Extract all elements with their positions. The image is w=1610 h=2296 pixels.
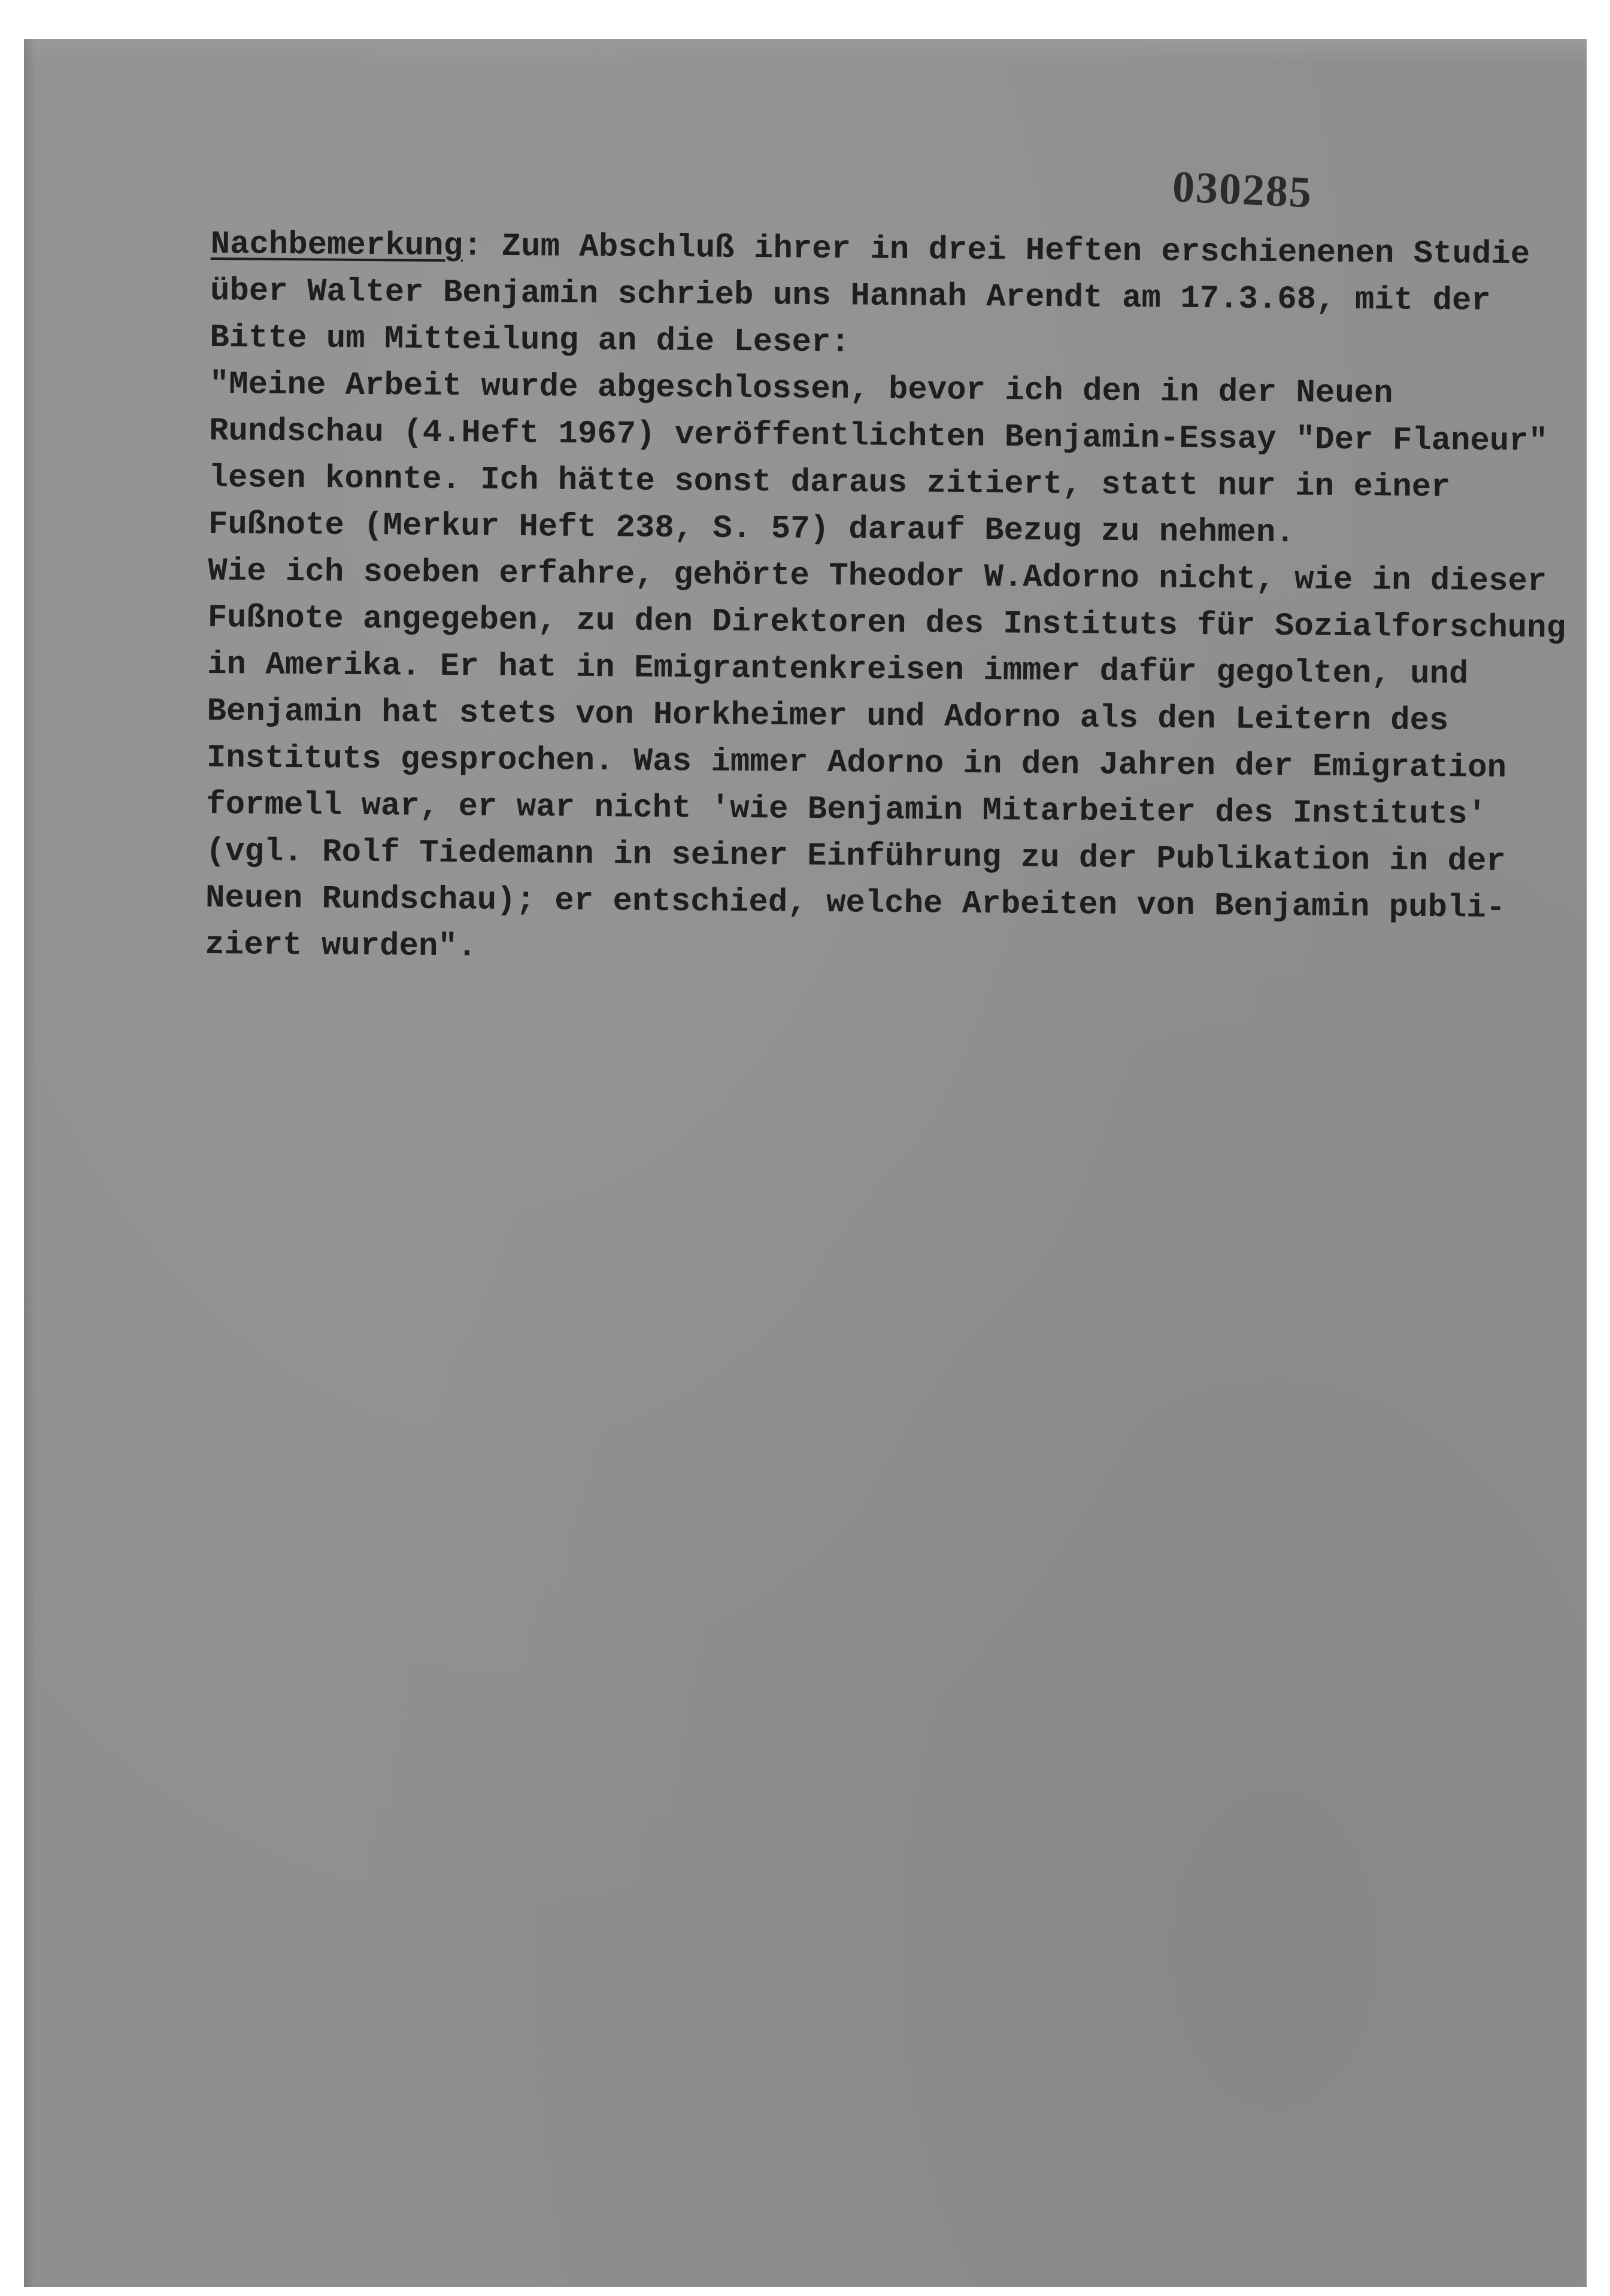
text-line-12: Instituts gesprochen. Was immer Adorno in den Jahren der Emigration [206,739,1507,787]
text-line-13: formell war, er war nicht 'wie Benjamin Mitarbeiter des Instituts' [206,786,1487,833]
text-line-14: (vgl. Rolf Tiedemann in seiner Einführung zu der Publikation in der [205,833,1506,881]
text-line-11: Benjamin hat stets von Horkheimer und Adorno als den Leitern des [207,693,1449,740]
sheet-edge-shadow [24,39,35,2287]
archive-number: 030285 [1171,162,1314,218]
text-line-16: ziert wurden". [205,926,477,966]
text-line-8: Wie ich soeben erfahre, gehörte Theodor W.Adorno nicht, wie in dieser [208,553,1547,600]
text-line-9: Fußnote angegeben, zu den Direktoren des Instituts für Sozialforschung [207,599,1566,647]
text-line-2: über Walter Benjamin schrieb uns Hannah Arendt am 17.3.68, mit der [210,272,1491,320]
heading-nachbemerkung: Nachbemerkung [210,226,463,265]
text-line-6: lesen konnte. Ich hätte sonst daraus zitiert, statt nur in einer [208,459,1451,506]
text-line-3: Bitte um Mitteilung an die Leser: [210,319,851,362]
text-line-7: Fußnote (Merkur Heft 238, S. 57) darauf Bezug zu nehmen. [208,506,1295,552]
text-line-4: "Meine Arbeit wurde abgeschlossen, bevor ich den in der Neuen [209,366,1393,413]
text-line-15: Neuen Rundschau); er entschied, welche Arbeiten von Benjamin publi- [205,879,1506,927]
typescript-text [205,222,1576,979]
line-1-rest: : Zum Abschluß ihrer in drei Heften erschienenen Studie [462,228,1530,274]
text-line-5: Rundschau (4.Heft 1967) veröffentlichten Benjamin-Essay "Der Flaneur" [209,413,1548,460]
text-line-10: in Amerika. Er hat in Emigrantenkreisen immer dafür gegolten, und [207,646,1469,693]
